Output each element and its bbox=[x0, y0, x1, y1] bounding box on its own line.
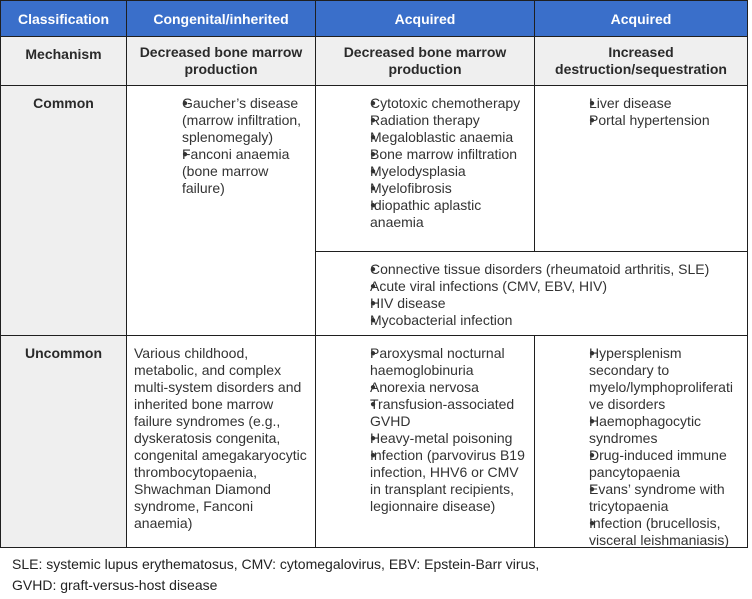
list-item bbox=[345, 430, 526, 447]
list-item bbox=[162, 95, 307, 146]
list-item bbox=[345, 278, 739, 295]
list-item bbox=[564, 447, 739, 481]
common-label-text: Common bbox=[33, 95, 94, 111]
list-item-text: Connective tissue disorders (rheumatoid arthritis, SLE) bbox=[370, 261, 710, 277]
list-item bbox=[564, 345, 739, 413]
list-item-text: Radiation therapy bbox=[370, 112, 480, 128]
common-acquired-1-list bbox=[345, 95, 526, 231]
uncommon-acquired-2-list bbox=[564, 345, 739, 549]
header-classification bbox=[0, 0, 127, 37]
list-item bbox=[564, 95, 739, 112]
uncommon-acquired-1-cell bbox=[316, 336, 535, 548]
common-label bbox=[0, 86, 127, 336]
list-item-text: Portal hypertension bbox=[589, 112, 710, 128]
list-item-text: Infection (brucellosis, visceral leishmaniasis) bbox=[589, 515, 730, 548]
mechanism-acquired-1 bbox=[316, 37, 535, 86]
list-item-text: Megaloblastic anaemia bbox=[370, 129, 514, 145]
list-item bbox=[564, 481, 739, 515]
mechanism-acquired-1-text: Decreased bone marrow production bbox=[343, 44, 507, 77]
list-item bbox=[564, 515, 739, 549]
header-classification-text: Classification bbox=[17, 10, 110, 27]
uncommon-congenital-text: Various childhood, metabolic, and complex multi-system disorders and inherited bone marrow failure syndromes (e.g., dyskeratosis congenita, congenital amegakaryocytic thrombocytopaenia, Shwachman Diamond syndrome, Fanconi anaemia) bbox=[134, 345, 307, 531]
footnote-line-1: SLE: systemic lupus erythematosus, CMV: cytomegalovirus, EBV: Epstein-Barr virus, bbox=[12, 556, 540, 572]
mechanism-congenital bbox=[127, 37, 316, 86]
uncommon-acquired-2-cell bbox=[535, 336, 748, 548]
list-item-text: Haemophagocytic syndromes bbox=[589, 413, 702, 446]
list-item-text: Anorexia nervosa bbox=[370, 379, 479, 395]
header-congenital-text: Congenital/inherited bbox=[153, 10, 289, 27]
list-item-text: Evans’ syndrome with tricytopaenia bbox=[589, 481, 725, 514]
list-item bbox=[345, 345, 526, 379]
common-congenital-list bbox=[162, 95, 307, 197]
list-item-text: Paroxysmal nocturnal haemoglobinuria bbox=[370, 345, 505, 378]
header-congenital bbox=[127, 0, 316, 37]
list-item-text: Infection (parvovirus B19 infection, HHV6 or CMV in transplant recipients, legionnaire disease) bbox=[370, 447, 525, 514]
list-item bbox=[345, 197, 526, 231]
list-item-text: Heavy-metal poisoning bbox=[370, 430, 513, 446]
list-item-text: Drug-induced immune pancytopaenia bbox=[589, 447, 727, 480]
common-acquired-2-list bbox=[564, 95, 739, 129]
header-acquired-1-text: Acquired bbox=[394, 10, 456, 27]
uncommon-label-text: Uncommon bbox=[25, 345, 102, 361]
list-item-text: Myelofibrosis bbox=[370, 180, 452, 196]
list-item bbox=[162, 146, 307, 197]
common-acquired-1-cell bbox=[316, 86, 535, 252]
list-item bbox=[345, 112, 526, 129]
header-acquired-2 bbox=[535, 0, 748, 37]
mechanism-label bbox=[0, 37, 127, 86]
list-item bbox=[345, 295, 739, 312]
list-item bbox=[345, 312, 739, 329]
list-item bbox=[345, 95, 526, 112]
mechanism-acquired-2-text: Increased destruction/sequestration bbox=[555, 44, 727, 77]
list-item-text: Gaucher’s disease (marrow infiltration, splenomegaly) bbox=[182, 95, 302, 145]
list-item bbox=[345, 396, 526, 430]
list-item bbox=[564, 112, 739, 129]
mechanism-congenital-text: Decreased bone marrow production bbox=[139, 44, 303, 77]
list-item bbox=[345, 261, 739, 278]
list-item bbox=[345, 379, 526, 396]
mechanism-acquired-2 bbox=[535, 37, 748, 86]
common-shared-list bbox=[345, 261, 739, 329]
list-item bbox=[345, 447, 526, 515]
list-item bbox=[564, 413, 739, 447]
list-item-text: Acute viral infections (CMV, EBV, HIV) bbox=[370, 278, 608, 294]
uncommon-label bbox=[0, 336, 127, 548]
list-item bbox=[345, 180, 526, 197]
list-item-text: Cytotoxic chemotherapy bbox=[370, 95, 521, 111]
uncommon-congenital-cell bbox=[127, 336, 316, 548]
header-acquired-1 bbox=[316, 0, 535, 37]
uncommon-acquired-1-list bbox=[345, 345, 526, 515]
list-item-text: Idiopathic aplastic anaemia bbox=[370, 197, 482, 230]
list-item-text: Liver disease bbox=[589, 95, 672, 111]
list-item-text: Transfusion-associated GVHD bbox=[370, 396, 515, 429]
footnote-line-2: GVHD: graft-versus-host disease bbox=[12, 577, 218, 593]
common-congenital-cell bbox=[127, 86, 316, 336]
list-item bbox=[345, 163, 526, 180]
list-item-text: Myelodysplasia bbox=[370, 163, 466, 179]
common-acquired-2-cell bbox=[535, 86, 748, 252]
list-item bbox=[345, 146, 526, 163]
common-shared-cell bbox=[316, 252, 748, 336]
list-item-text: Mycobacterial infection bbox=[370, 312, 513, 328]
header-acquired-2-text: Acquired bbox=[610, 10, 672, 27]
list-item-text: Fanconi anaemia (bone marrow failure) bbox=[182, 146, 290, 196]
list-item bbox=[345, 129, 526, 146]
list-item-text: HIV disease bbox=[370, 295, 446, 311]
mechanism-label-text: Mechanism bbox=[25, 46, 102, 62]
list-item-text: Hypersplenism secondary to myelo/lymphoproliferative disorders bbox=[589, 345, 733, 412]
list-item-text: Bone marrow infiltration bbox=[370, 146, 518, 162]
